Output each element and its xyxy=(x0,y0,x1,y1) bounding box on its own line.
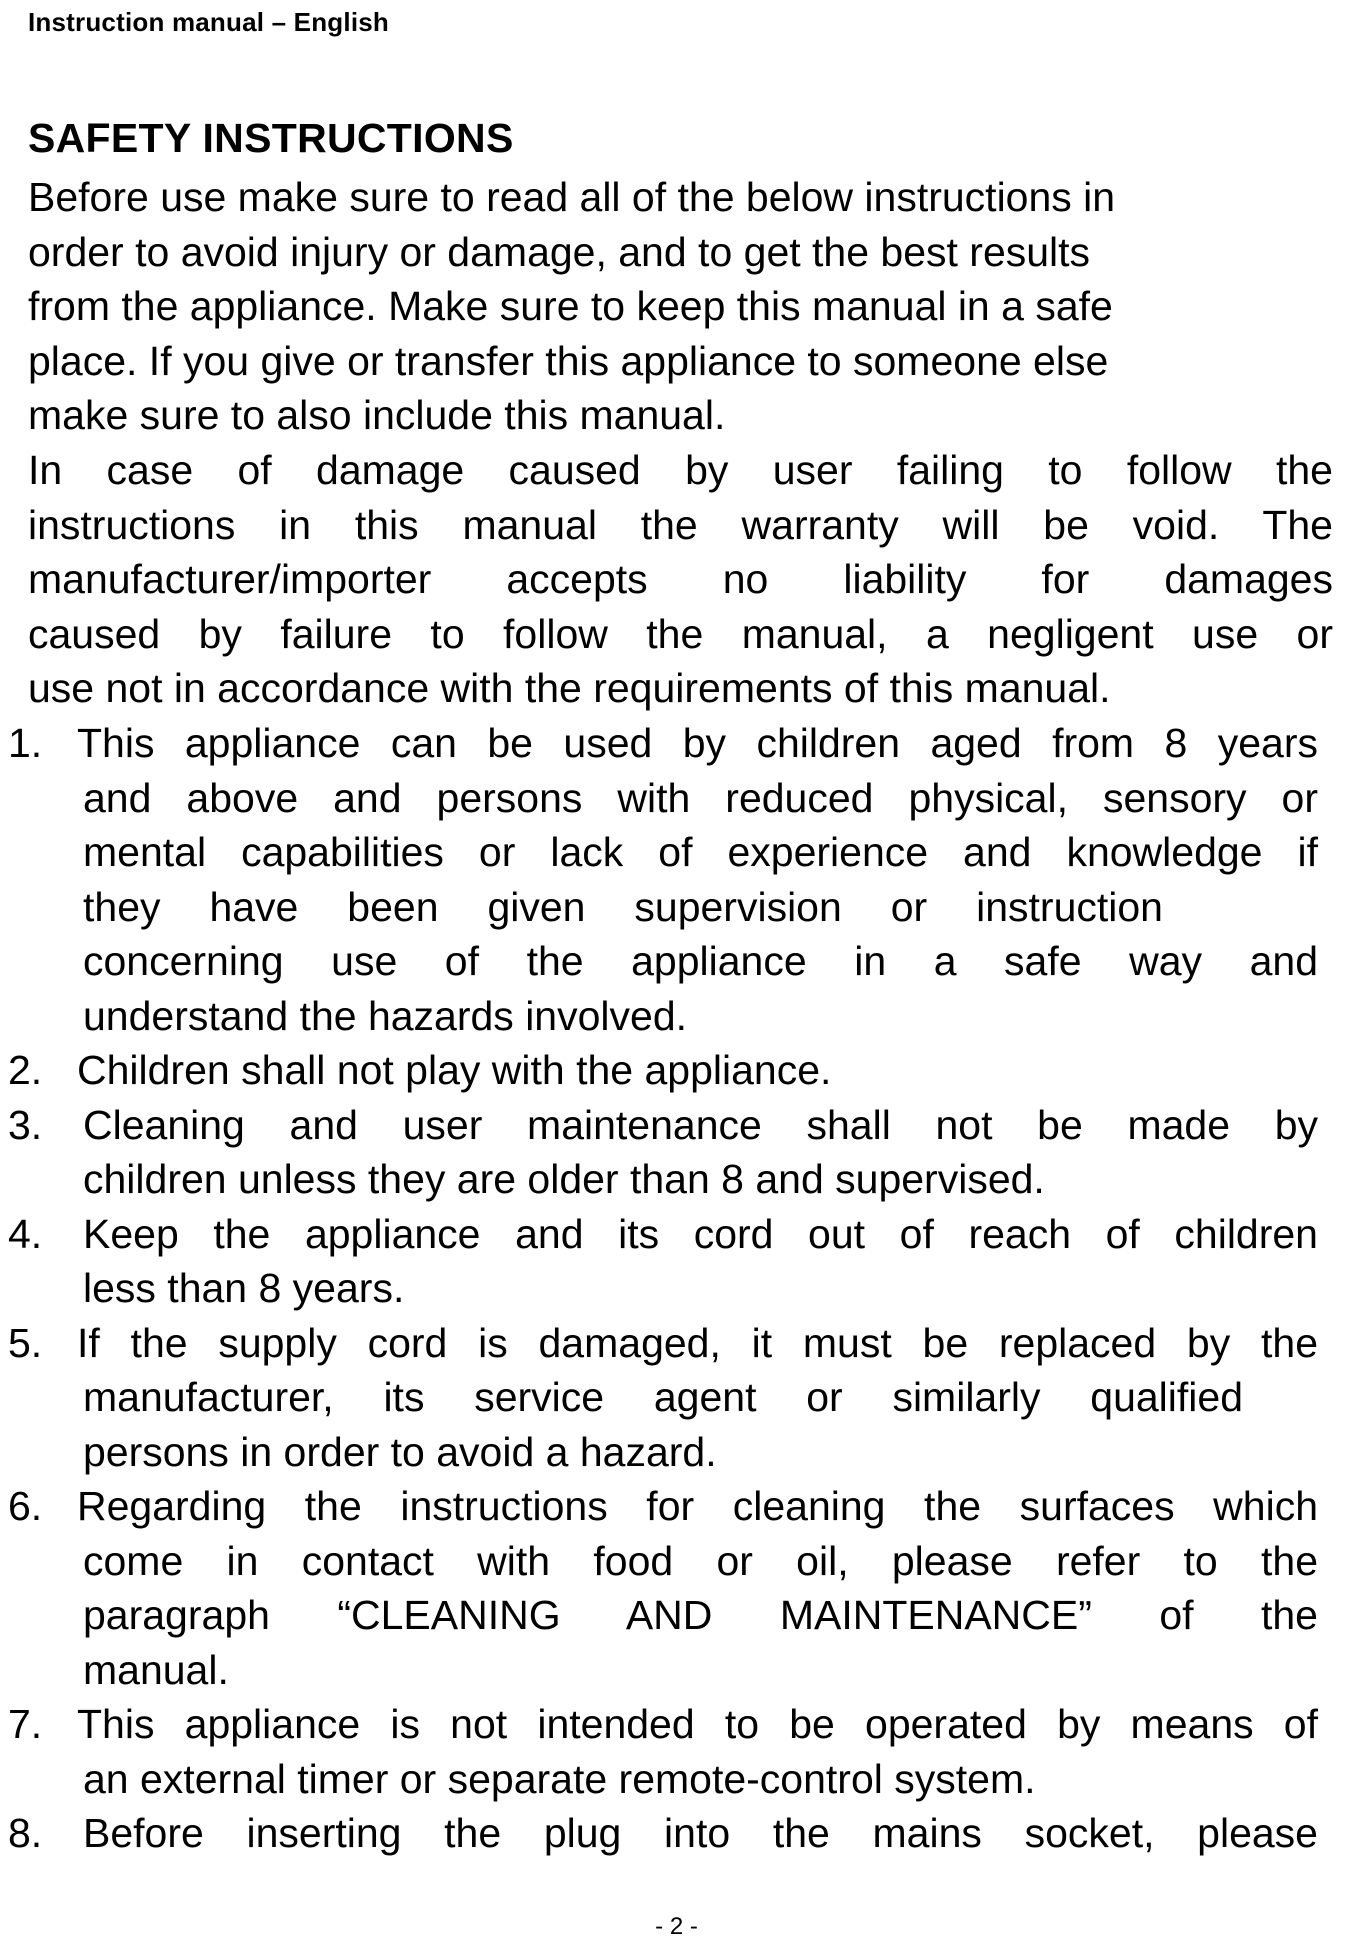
item-number: 3. xyxy=(8,1101,43,1148)
item-line: they have been given supervision or instruction xyxy=(83,883,1163,930)
item-line: persons in order to avoid a hazard. xyxy=(83,1428,717,1475)
item-line: children unless they are older than 8 and supervised. xyxy=(83,1156,1045,1202)
warranty-line: instructions in this manual the warranty will be void. The xyxy=(28,501,1333,548)
item-line: manufacturer, its service agent or similarly qualified xyxy=(83,1374,1243,1420)
item-line: Children shall not play with the appliance. xyxy=(77,1047,832,1093)
item-number: 8. xyxy=(8,1810,43,1856)
intro-line: order to avoid injury or damage, and to get the best results xyxy=(28,228,1091,275)
item-line: come in contact with food or oil, please refer to the xyxy=(83,1537,1318,1584)
list-item xyxy=(0,716,1318,1043)
warranty-line: manufacturer/importer accepts no liability for damages xyxy=(28,556,1333,602)
item-line: Regarding the instructions for cleaning the surfaces which xyxy=(77,1483,1318,1529)
intro-line: place. If you give or transfer this appliance to someone else xyxy=(28,337,1109,384)
item-line: Cleaning and user maintenance shall not be made by xyxy=(83,1101,1318,1148)
item-number: 5. xyxy=(8,1319,43,1366)
safety-list xyxy=(0,716,1353,1861)
list-item xyxy=(0,1043,1318,1098)
warranty-line: use not in accordance with the requirements of this manual. xyxy=(28,665,1111,711)
item-line: an external timer or separate remote-control system. xyxy=(83,1755,1036,1802)
item-line: This appliance is not intended to be operated by means of xyxy=(77,1701,1318,1747)
item-number: 6. xyxy=(8,1483,43,1529)
item-line: Keep the appliance and its cord out of reach of children xyxy=(83,1210,1318,1257)
item-line: manual. xyxy=(83,1646,229,1693)
section-title: SAFETY INSTRUCTIONS xyxy=(28,115,514,161)
item-line: understand the hazards involved. xyxy=(83,992,688,1039)
item-number: 1. xyxy=(8,720,43,766)
list-item xyxy=(0,1098,1318,1207)
warranty-line: caused by failure to follow the manual, a negligent use or xyxy=(28,610,1333,657)
item-line: This appliance can be used by children aged from 8 years xyxy=(77,720,1318,766)
running-header: Instruction manual – English xyxy=(28,7,389,37)
item-line: If the supply cord is damaged, it must be replaced by the xyxy=(77,1319,1318,1366)
warranty-paragraph xyxy=(28,443,1333,716)
intro-paragraph xyxy=(28,170,1333,443)
item-line: and above and persons with reduced physical, sensory or xyxy=(83,774,1318,821)
list-item xyxy=(0,1806,1318,1861)
list-item xyxy=(0,1479,1318,1697)
page-number: - 2 - xyxy=(655,1913,698,1940)
intro-line: from the appliance. Make sure to keep this manual in a safe xyxy=(28,283,1113,329)
item-line: paragraph “CLEANING AND MAINTENANCE” of the xyxy=(83,1592,1318,1638)
item-line: mental capabilities or lack of experience and knowledge if xyxy=(83,829,1318,875)
item-number: 4. xyxy=(8,1210,43,1257)
item-number: 7. xyxy=(8,1701,43,1747)
list-item xyxy=(0,1697,1318,1806)
item-line: concerning use of the appliance in a safe way and xyxy=(83,938,1318,984)
intro-line: Before use make sure to read all of the below instructions in xyxy=(28,174,1116,220)
item-line: Before inserting the plug into the mains socket, please xyxy=(83,1810,1318,1856)
list-item xyxy=(0,1316,1318,1480)
warranty-line: In case of damage caused by user failing to follow the xyxy=(28,447,1333,493)
list-item xyxy=(0,1207,1318,1316)
intro-line: make sure to also include this manual. xyxy=(28,392,726,438)
item-number: 2. xyxy=(8,1047,43,1093)
item-line: less than 8 years. xyxy=(83,1265,405,1311)
